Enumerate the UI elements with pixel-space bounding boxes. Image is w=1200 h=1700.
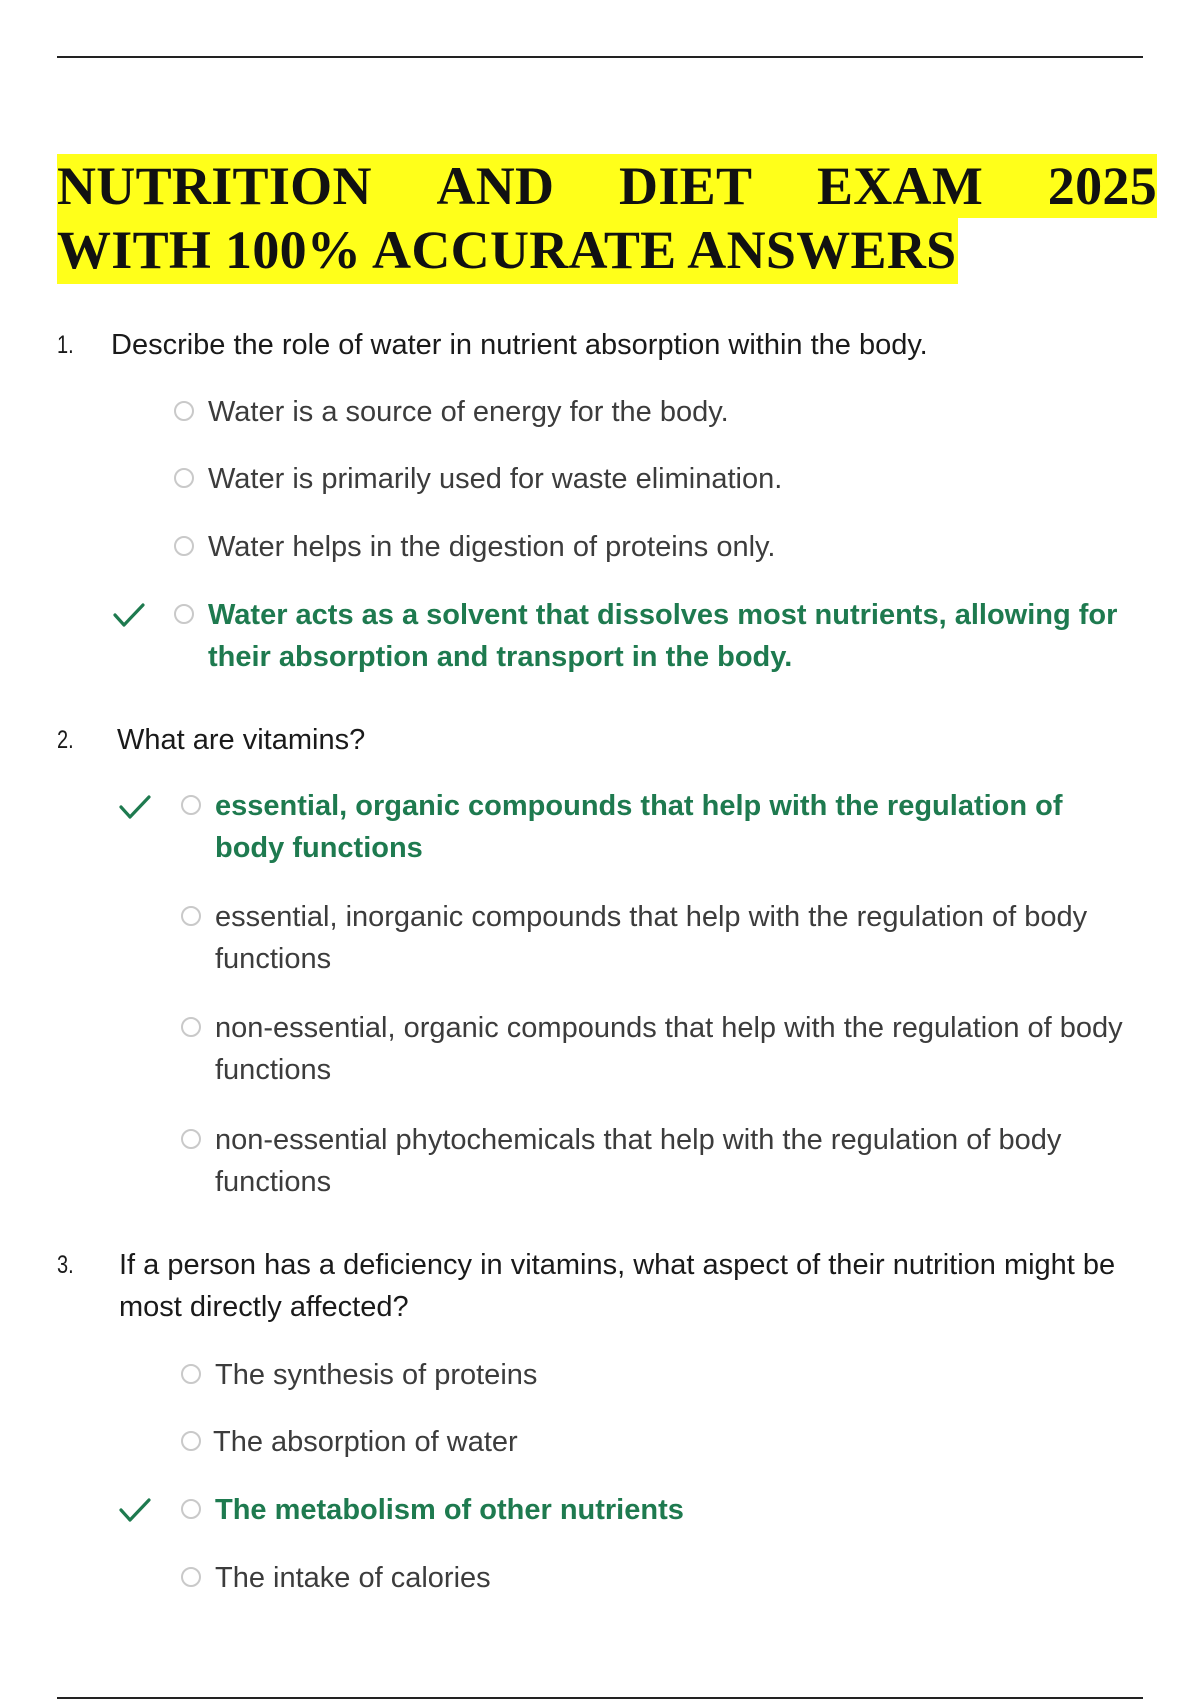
title-line-1 — [57, 154, 1157, 218]
question-number: 2. — [57, 726, 74, 754]
checkmark-icon — [112, 600, 146, 630]
radio-button[interactable] — [181, 906, 201, 926]
question-text: What are vitamins? — [117, 724, 366, 756]
radio-button[interactable] — [181, 1364, 201, 1384]
title-word: EXAM — [816, 156, 984, 216]
option-text: non-essential phytochemicals that help with the regulation of body functions — [215, 1124, 1062, 1198]
bottom-divider — [57, 1697, 1143, 1699]
question-text: If a person has a deficiency in vitamins, what aspect of their nutrition might be most directly affected? — [119, 1249, 1116, 1323]
option-text: The synthesis of proteins — [215, 1359, 538, 1391]
title-word: DIET — [619, 156, 753, 216]
option-text: essential, inorganic compounds that help with the regulation of body functions — [215, 901, 1088, 975]
radio-button[interactable] — [174, 604, 194, 624]
option-text: essential, organic compounds that help with the regulation of body functions — [215, 790, 1063, 864]
radio-button[interactable] — [174, 536, 194, 556]
checkmark-icon — [118, 792, 152, 822]
option-text: The absorption of water — [213, 1426, 518, 1458]
option-text: Water is a source of energy for the body. — [208, 396, 729, 428]
radio-button[interactable] — [174, 468, 194, 488]
option-text: The metabolism of other nutrients — [215, 1494, 684, 1526]
option-text: Water is primarily used for waste elimination. — [208, 463, 783, 495]
option-text: non-essential, organic compounds that help with the regulation of body functions — [215, 1012, 1123, 1086]
option-text: The intake of calories — [215, 1562, 491, 1594]
checkmark-icon — [118, 1495, 152, 1525]
title-line-2: WITH 100% ACCURATE ANSWERS — [57, 218, 958, 284]
option-text: Water acts as a solvent that dissolves most nutrients, allowing for their absorption and transport in the body. — [208, 599, 1118, 673]
radio-button[interactable] — [181, 795, 201, 815]
radio-button[interactable] — [181, 1017, 201, 1037]
page-title — [57, 154, 1157, 284]
title-word: NUTRITION — [57, 156, 372, 216]
radio-button[interactable] — [181, 1129, 201, 1149]
question-number: 1. — [57, 331, 74, 359]
radio-button[interactable] — [181, 1499, 201, 1519]
question-number: 3. — [57, 1251, 74, 1279]
top-divider — [57, 56, 1143, 58]
title-word: AND — [436, 156, 555, 216]
radio-button[interactable] — [181, 1431, 201, 1451]
radio-button[interactable] — [181, 1567, 201, 1587]
title-word: 2025 — [1047, 156, 1157, 216]
option-text: Water helps in the digestion of proteins only. — [208, 531, 776, 563]
radio-button[interactable] — [174, 401, 194, 421]
question-text: Describe the role of water in nutrient absorption within the body. — [111, 329, 928, 361]
